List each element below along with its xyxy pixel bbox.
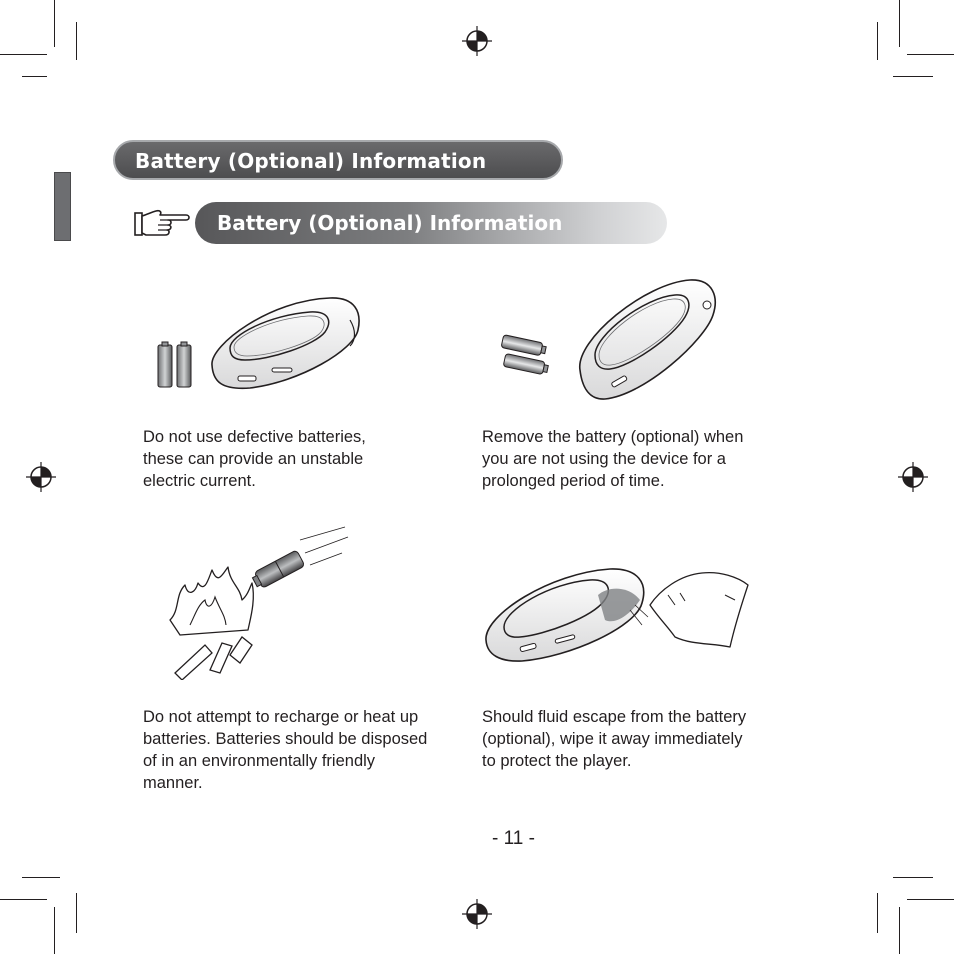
crop-mark (907, 899, 954, 900)
registration-mark-icon (462, 26, 492, 56)
crop-mark (907, 54, 954, 55)
crop-mark (877, 22, 878, 60)
crop-mark (54, 907, 55, 954)
crop-mark (899, 907, 900, 954)
crop-mark (76, 22, 77, 60)
subsection-title-banner (195, 202, 667, 244)
caption-fluid-escape: Should fluid escape from the battery (optional), wipe it away immediately to protect the player. (482, 708, 747, 770)
caption-no-recharge: Do not attempt to recharge or heat up batteries. Batteries should be disposed of in an environmentally friendly manner. (143, 708, 428, 792)
crop-mark (893, 877, 933, 878)
caption-defective-batteries: Do not use defective batteries, these can provide an unstable electric current. (143, 428, 366, 490)
wipe-player-illustration (480, 565, 755, 665)
section-title-banner (113, 140, 563, 180)
crop-mark (0, 899, 47, 900)
crop-mark (893, 76, 933, 77)
registration-mark-icon (26, 462, 56, 492)
section-title: Battery (Optional) Information (135, 149, 487, 173)
pointing-hand-icon (134, 208, 192, 240)
crop-mark (899, 0, 900, 47)
crop-mark (0, 54, 47, 55)
registration-mark-icon (898, 462, 928, 492)
crop-mark (76, 893, 77, 933)
subsection-title: Battery (Optional) Information (217, 211, 563, 235)
crop-mark (22, 76, 47, 77)
caption-remove-battery: Remove the battery (optional) when you are not using the device for a prolonged period of time. (482, 428, 744, 490)
crop-mark (54, 0, 55, 47)
battery-fire-illustration (160, 525, 360, 680)
side-tab (54, 172, 71, 241)
page-number: - 11 - (492, 828, 535, 849)
crop-mark (877, 893, 878, 933)
player-batteries-removed-illustration (495, 275, 725, 405)
player-with-batteries-illustration (150, 290, 370, 395)
registration-mark-icon (462, 899, 492, 929)
crop-mark (22, 877, 60, 878)
